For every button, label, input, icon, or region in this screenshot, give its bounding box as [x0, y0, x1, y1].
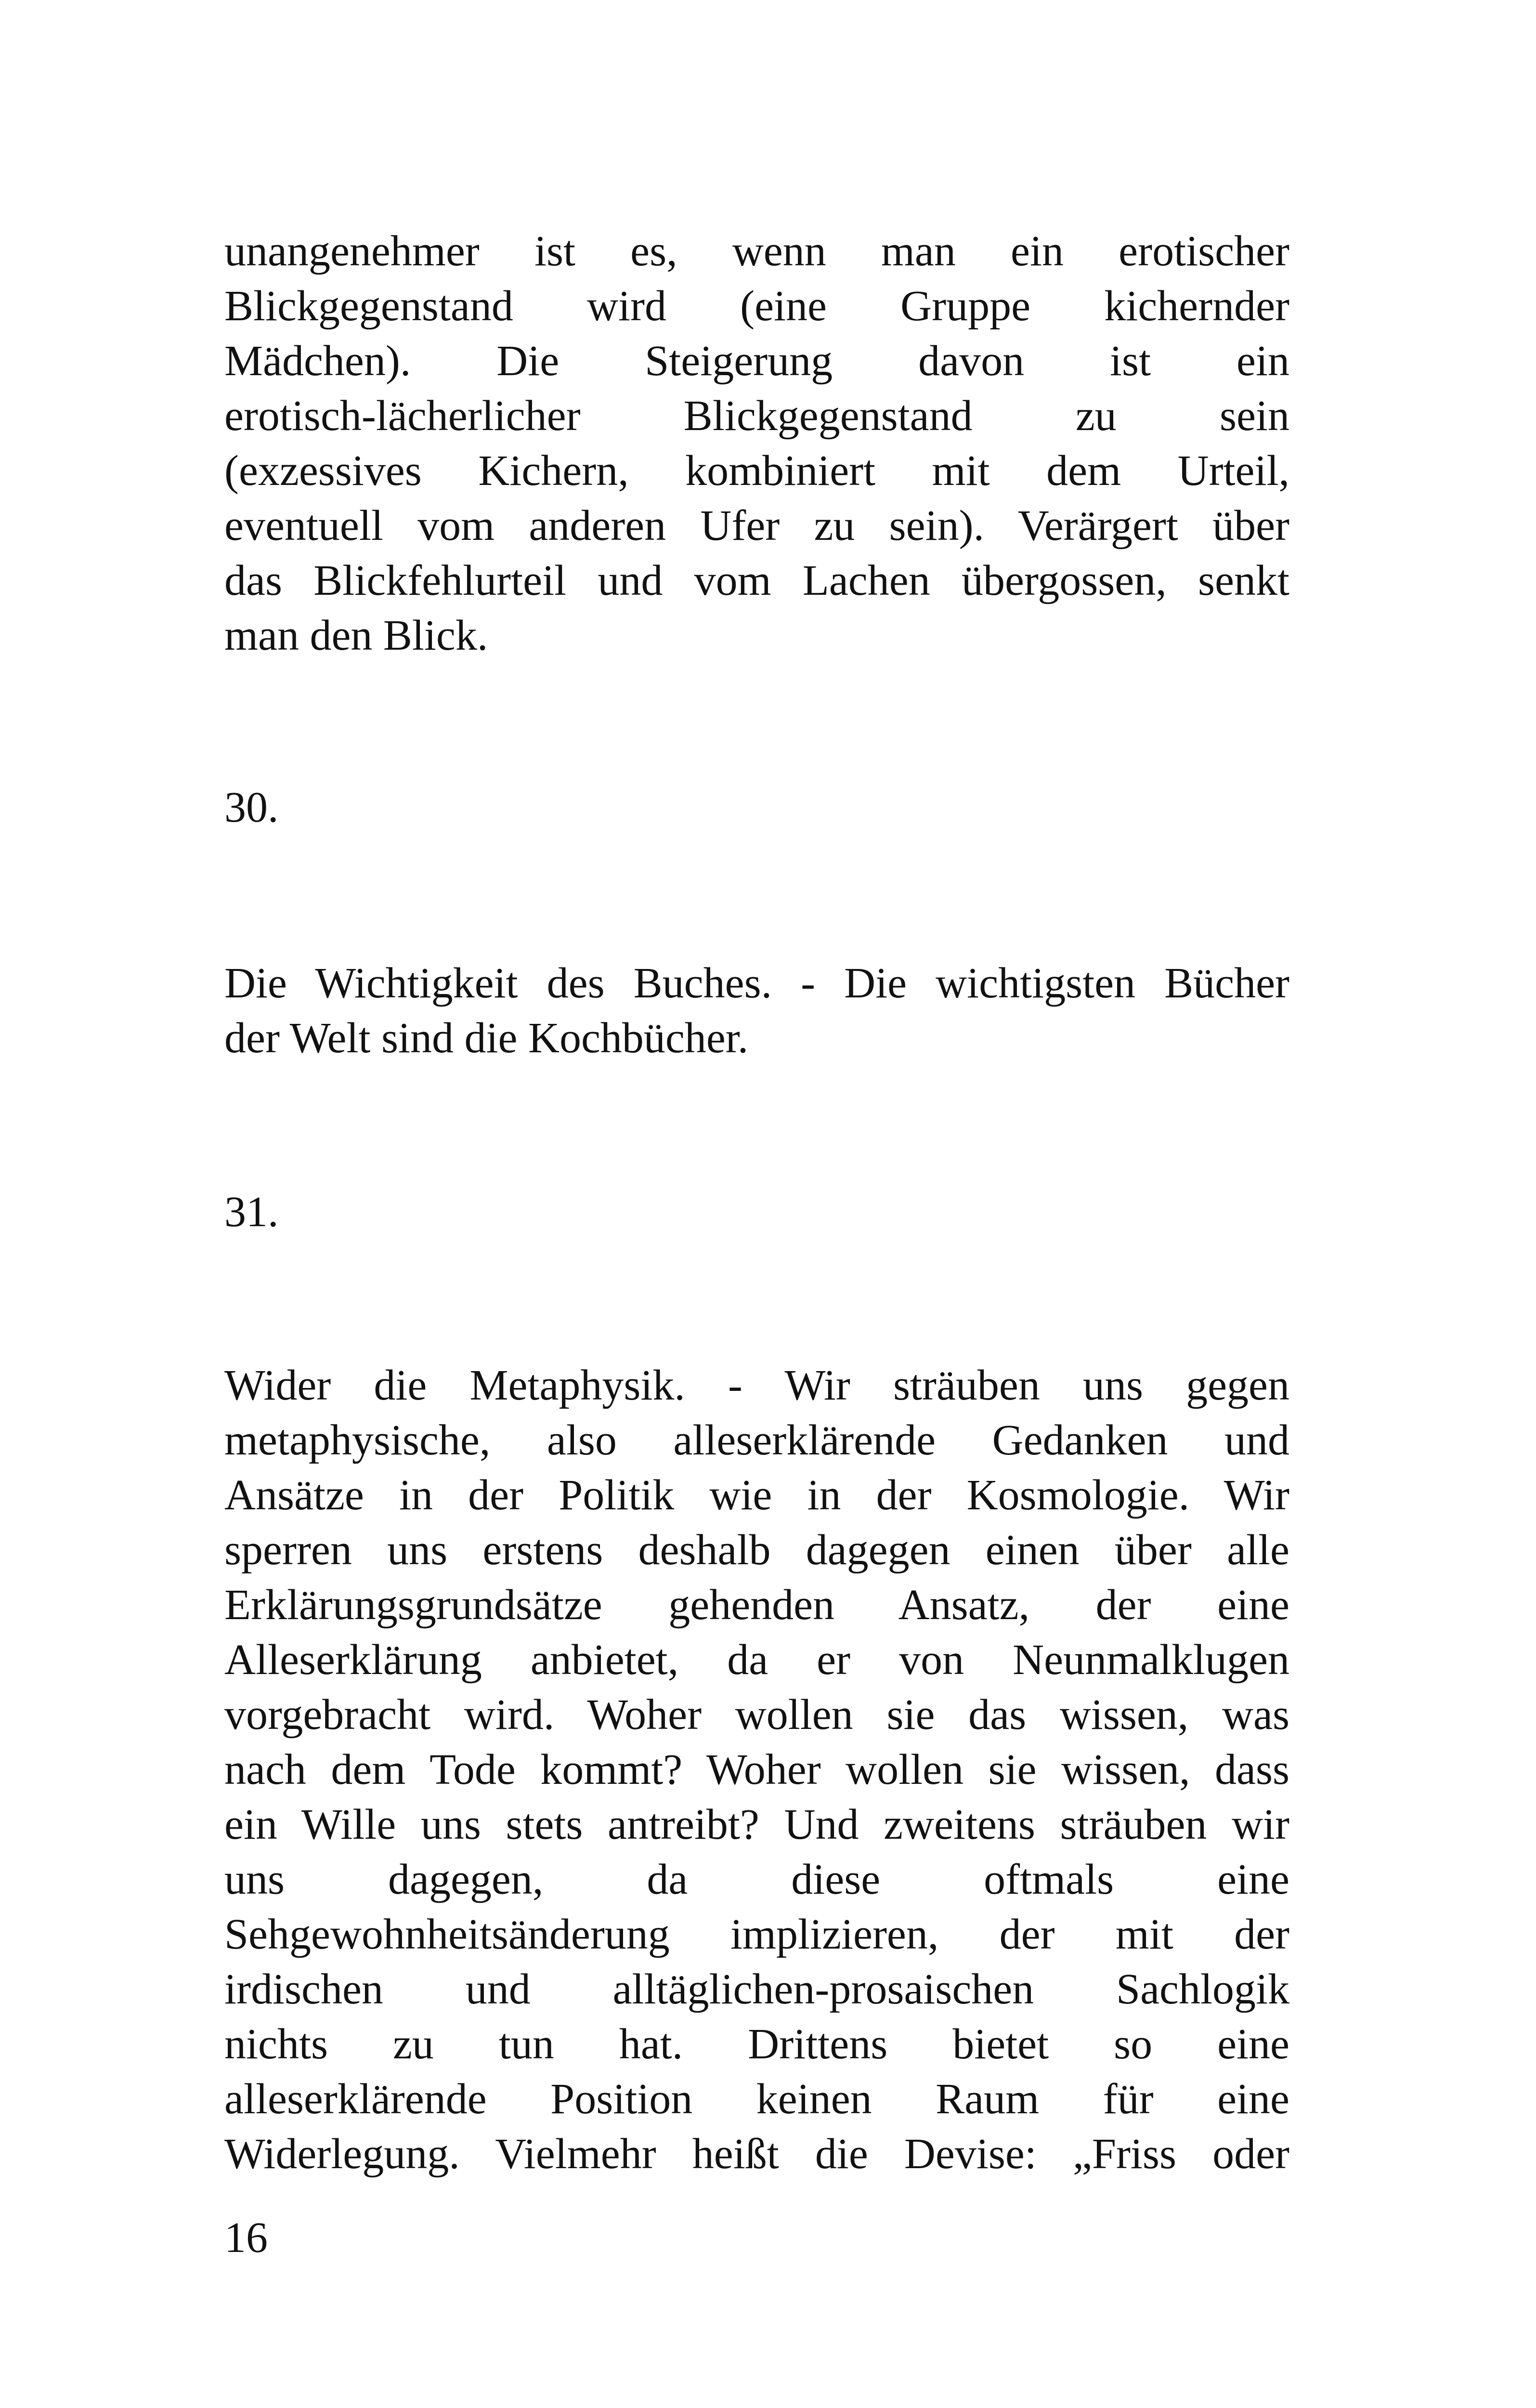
text-line: irdischen und alltäglichen-prosaischen Sachlogik: [224, 1965, 1289, 2013]
text-line: Sehgewohnheitsänderung implizieren, der mit der: [224, 1911, 1289, 1958]
text-line: (exzessives Kichern, kombiniert mit dem Urteil,: [224, 447, 1289, 495]
paragraph-29-continued: [224, 224, 1289, 663]
text-line: Blickgegenstand wird (eine Gruppe kichernder: [224, 282, 1289, 330]
section-31-text: [224, 1358, 1289, 2182]
text-line: das Blickfehlurteil und vom Lachen übergossen, senkt: [224, 557, 1289, 604]
section-30-text: [224, 956, 1289, 1066]
text-line: der Welt sind die Kochbücher.: [224, 1014, 749, 1062]
text-line: sperren uns erstens deshalb dagegen einen über alle: [224, 1526, 1289, 1574]
text-line: Erklärungsgrundsätze gehenden Ansatz, der eine: [224, 1581, 1289, 1629]
text-line: uns dagegen, da diese oftmals eine: [224, 1856, 1289, 1903]
text-line: alleserklärende Position keinen Raum für eine: [224, 2075, 1289, 2123]
section-number-30: 30.: [224, 784, 279, 831]
text-line: ein Wille uns stets antreibt? Und zweitens sträuben wir: [224, 1801, 1289, 1848]
page-number: 16: [224, 2214, 268, 2262]
text-line: man den Blick.: [224, 612, 488, 659]
text-line: Alleserklärung anbietet, da er von Neunmalklugen: [224, 1636, 1289, 1684]
text-line: Mädchen). Die Steigerung davon ist ein: [224, 337, 1289, 385]
text-line: eventuell vom anderen Ufer zu sein). Verärgert über: [224, 502, 1289, 550]
text-line: Widerlegung. Vielmehr heißt die Devise: „Friss oder: [224, 2130, 1289, 2178]
text-line: Ansätze in der Politik wie in der Kosmologie. Wir: [224, 1471, 1289, 1519]
text-line: Wider die Metaphysik. - Wir sträuben uns gegen: [224, 1361, 1289, 1409]
text-line: nichts zu tun hat. Drittens bietet so eine: [224, 2020, 1289, 2068]
text-line: nach dem Tode kommt? Woher wollen sie wissen, dass: [224, 1746, 1289, 1793]
text-line: Die Wichtigkeit des Buches. - Die wichtigsten Bücher: [224, 959, 1289, 1007]
text-line: erotisch-lächerlicher Blickgegenstand zu sein: [224, 392, 1289, 440]
text-line: unangenehmer ist es, wenn man ein erotischer: [224, 227, 1289, 275]
section-number-31: 31.: [224, 1188, 279, 1236]
text-line: metaphysische, also alleserklärende Gedanken und: [224, 1416, 1289, 1464]
text-line: vorgebracht wird. Woher wollen sie das wissen, was: [224, 1691, 1289, 1739]
